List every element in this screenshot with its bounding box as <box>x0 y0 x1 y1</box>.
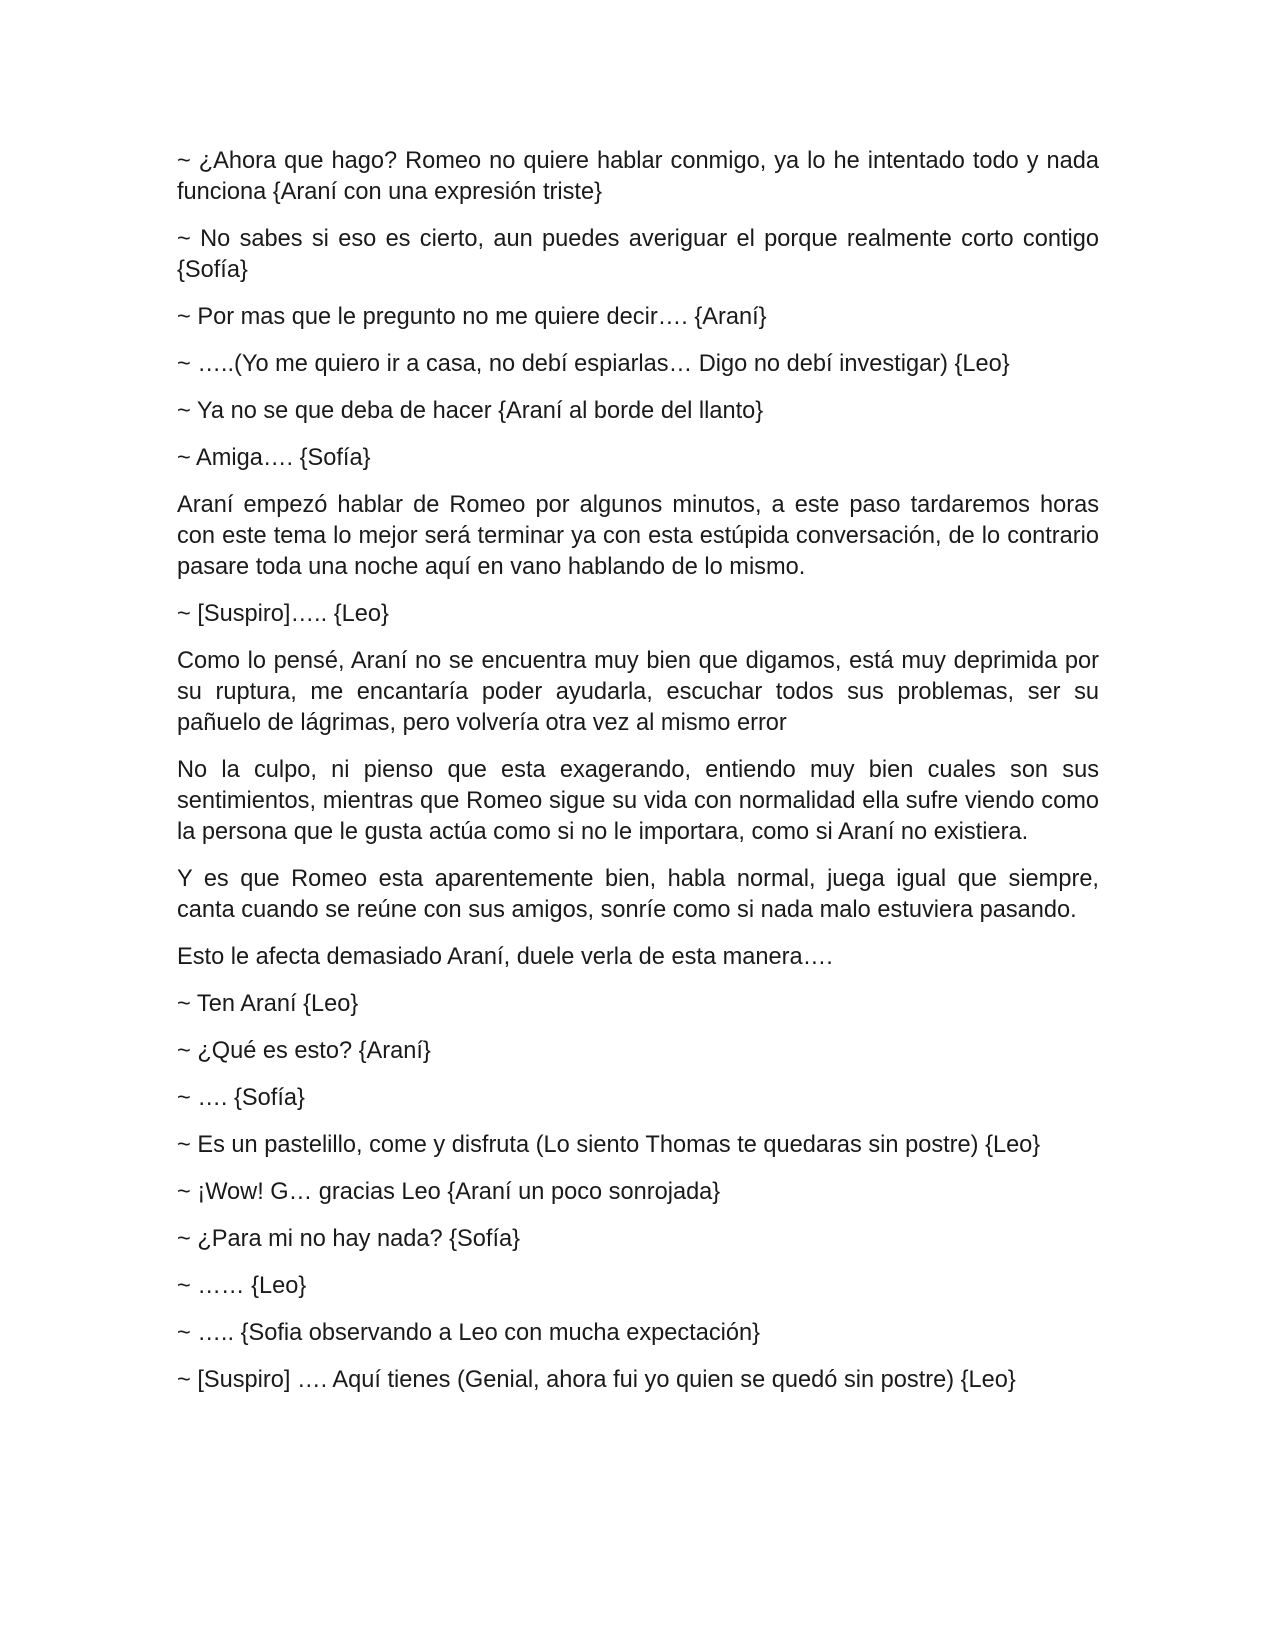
paragraph: ~ No sabes si eso es cierto, aun puedes averiguar el porque realmente corto contigo {Sofía} <box>177 226 1099 283</box>
paragraph: ~ ….. {Sofia observando a Leo con mucha expectación} <box>177 1320 761 1346</box>
document-page <box>177 146 1099 1412</box>
paragraph: Y es que Romeo esta aparentemente bien, habla normal, juega igual que siempre, canta cuando se reúne con sus amigos, sonríe como si nada malo estuviera pasando. <box>177 866 1099 923</box>
paragraph: ~ ¿Ahora que hago? Romeo no quiere hablar conmigo, ya lo he intentado todo y nada funciona {Araní con una expresión triste} <box>177 148 1099 205</box>
paragraph: ~ Ya no se que deba de hacer {Araní al borde del llanto} <box>177 398 764 424</box>
paragraph: ~ Amiga…. {Sofía} <box>177 445 371 471</box>
paragraph: ~ Es un pastelillo, come y disfruta (Lo siento Thomas te quedaras sin postre) {Leo} <box>177 1132 1041 1158</box>
paragraph: ~ ¿Para mi no hay nada? {Sofía} <box>177 1226 520 1252</box>
paragraph: Araní empezó hablar de Romeo por algunos minutos, a este paso tardaremos horas con este tema lo mejor será terminar ya con esta estúpida conversación, de lo contrario pasare toda una noche aquí en vano hablando de lo mismo. <box>177 492 1099 580</box>
paragraph: ~ Por mas que le pregunto no me quiere decir…. {Araní} <box>177 304 767 330</box>
paragraph: ~ [Suspiro] …. Aquí tienes (Genial, ahora fui yo quien se quedó sin postre) {Leo} <box>177 1367 1016 1393</box>
paragraph: ~ …..(Yo me quiero ir a casa, no debí espiarlas… Digo no debí investigar) {Leo} <box>177 351 1010 377</box>
paragraph: ~ …… {Leo} <box>177 1273 307 1299</box>
paragraph: ~ Ten Araní {Leo} <box>177 991 359 1017</box>
paragraph: Esto le afecta demasiado Araní, duele verla de esta manera…. <box>177 944 833 970</box>
paragraph: ~ ¡Wow! G… gracias Leo {Araní un poco sonrojada} <box>177 1179 721 1205</box>
paragraph: No la culpo, ni pienso que esta exagerando, entiendo muy bien cuales son sus sentimientos, mientras que Romeo sigue su vida con normalidad ella sufre viendo como la persona que le gusta actúa como si no le importara, como si Araní no existiera. <box>177 757 1099 845</box>
paragraph: ~ ¿Qué es esto? {Araní} <box>177 1038 431 1064</box>
paragraph: ~ …. {Sofía} <box>177 1085 305 1111</box>
paragraph: Como lo pensé, Araní no se encuentra muy bien que digamos, está muy deprimida por su ruptura, me encantaría poder ayudarla, escuchar todos sus problemas, ser su pañuelo de lágrimas, pero volvería otra vez al mismo error <box>177 648 1099 736</box>
paragraph: ~ [Suspiro]….. {Leo} <box>177 601 389 627</box>
